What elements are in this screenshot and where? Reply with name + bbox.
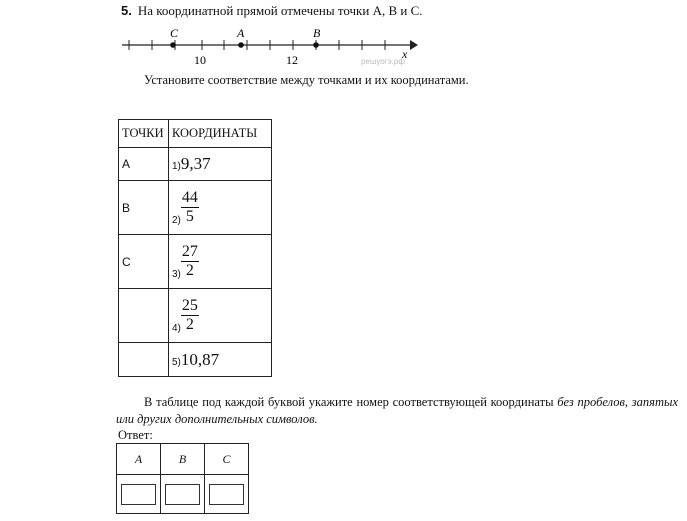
denominator: 5 [185,207,194,225]
point-b [313,42,319,48]
answer-input-b[interactable] [165,484,200,505]
coord-cell-3 [169,235,272,289]
table-row [119,289,272,343]
point-cell-c: C [119,235,169,289]
point-cell-a: A [119,148,169,181]
coord-number: 2) [172,215,181,227]
answer-table [116,443,249,514]
tick-label-12: 12 [286,53,298,67]
header-coords: КООРДИНАТЫ [169,120,272,148]
point-label-a: A [237,26,245,40]
coord-cell-5 [169,343,272,377]
point-cell-empty [119,343,169,377]
point-label-b: B [313,26,321,40]
task-heading [121,3,423,19]
fraction [181,189,199,226]
denominator: 2 [185,315,194,333]
answer-instruction-italic: без пробелов, запятых или других дополнительных символов. [116,395,678,426]
watermark: решуогэ.рф [361,57,405,66]
coord-number: 5) [172,356,181,368]
tick-label-10: 10 [194,53,206,67]
table-row [119,148,272,181]
point-cell-empty [119,289,169,343]
number-line-arrow [410,40,418,50]
answer-cell-c [205,475,249,514]
numerator: 44 [181,188,198,206]
answer-input-a[interactable] [121,484,156,505]
numerator: 27 [181,242,198,260]
denominator: 2 [185,261,194,279]
task-statement: На координатной прямой отмечены точки А, В и С. [137,3,423,18]
match-table-header [119,120,272,148]
table-row [119,235,272,289]
answer-header-a: A [117,444,161,475]
answer-input-c[interactable] [209,484,244,505]
answer-label: Ответ: [118,428,153,442]
coord-number: 3) [172,269,181,281]
answer-table-inputs [117,475,249,514]
coord-cell-1 [169,148,272,181]
point-cell-b: B [119,181,169,235]
coord-number: 4) [172,323,181,335]
coord-cell-4 [169,289,272,343]
table-row [119,181,272,235]
coord-number: 1) [172,161,181,172]
answer-instruction-prefix: В таблице под каждой буквой укажите номер соответствующей координаты [144,395,558,409]
number-line [118,24,418,74]
answer-cell-b [161,475,205,514]
answer-header-c: C [205,444,249,475]
coord-cell-2 [169,181,272,235]
instruction: Установите соответствие между точками и их координатами. [144,73,469,87]
table-row [119,343,272,377]
answer-header-b: B [161,444,205,475]
numerator: 25 [181,296,198,314]
answer-cell-a [117,475,161,514]
axis-label-x: x [402,47,408,61]
task-number: 5. [121,3,132,18]
coord-value: 10,87 [180,349,220,369]
header-points: ТОЧКИ [119,120,169,148]
answer-instruction [116,394,678,428]
point-label-c: C [170,26,179,40]
coord-value: 9,37 [180,154,211,173]
point-a [238,42,244,48]
fraction [181,297,199,334]
fraction [181,243,199,280]
match-table [118,119,272,377]
answer-table-header [117,444,249,475]
point-c [170,42,176,48]
